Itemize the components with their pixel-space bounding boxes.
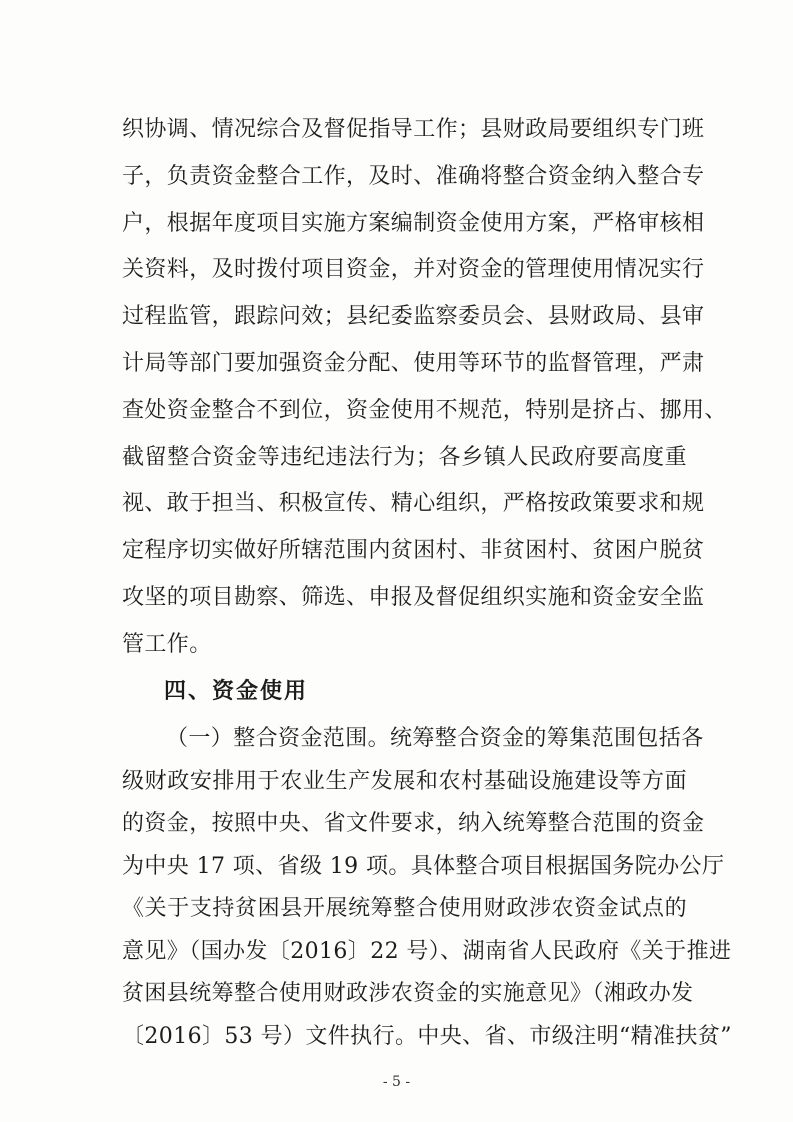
paragraph-1-line-1: 织协调、情况综合及督促指导工作；县财政局要组织专门班 (122, 117, 705, 142)
paragraph-2-line-4: 为中央 17 项、省级 19 项。具体整合项目根据国务院办公厅 (122, 853, 725, 879)
paragraph-2-line-7: 贫困县统筹整合使用财政涉农资金的实施意见》（湘政办发 (122, 981, 694, 1006)
paragraph-2-line-8: 〔2016〕53 号）文件执行。中央、省、市级注明“精准扶贫” (122, 1023, 732, 1049)
paragraph-1-line-10: 定程序切实做好所辖范围内贫困村、非贫困村、贫困户脱贫 (122, 538, 705, 563)
paragraph-2-line-3: 的资金，按照中央、省文件要求，纳入统筹整合范围的资金 (122, 811, 705, 836)
paragraph-2-line-1: （一）整合资金范围。统筹整合资金的筹集范围包括各 (166, 726, 704, 751)
paragraph-1-line-3: 户，根据年度项目实施方案编制资金使用方案，严格审核相 (122, 211, 705, 236)
paragraph-1-line-7: 查处资金整合不到位，资金使用不规范，特别是挤占、挪用、 (122, 398, 727, 423)
page-number: - 5 - (382, 1074, 411, 1090)
paragraph-1-line-5: 过程监管，跟踪问效；县纪委监察委员会、县财政局、县审 (122, 304, 705, 329)
paragraph-1-line-11: 攻坚的项目勘察、筛选、申报及督促组织实施和资金安全监 (122, 585, 705, 610)
paragraph-2-line-5: 《关于支持贫困县开展统筹整合使用财政涉农资金试点的 (122, 896, 687, 921)
paragraph-1-line-9: 视、敢于担当、积极宣传、精心组织，严格按政策要求和规 (122, 491, 705, 516)
paragraph-1-line-6: 计局等部门要加强资金分配、使用等环节的监督管理，严肃 (122, 351, 705, 376)
paragraph-1-line-8: 截留整合资金等违纪违法行为；各乡镇人民政府要高度重 (122, 445, 687, 470)
paragraph-1-line-12: 管工作。 (122, 632, 212, 657)
paragraph-1-line-2: 子，负责资金整合工作，及时、准确将整合资金纳入整合专 (122, 164, 705, 189)
paragraph-2-line-6: 意见》（国办发〔2016〕22 号）、湖南省人民政府《关于推进 (122, 938, 732, 964)
paragraph-2-line-2: 级财政安排用于农业生产发展和农村基础设施建设等方面 (122, 768, 687, 794)
paragraph-1-line-4: 关资料，及时拨付项目资金，并对资金的管理使用情况实行 (122, 257, 705, 282)
section-heading: 四、资金使用 (164, 679, 309, 704)
